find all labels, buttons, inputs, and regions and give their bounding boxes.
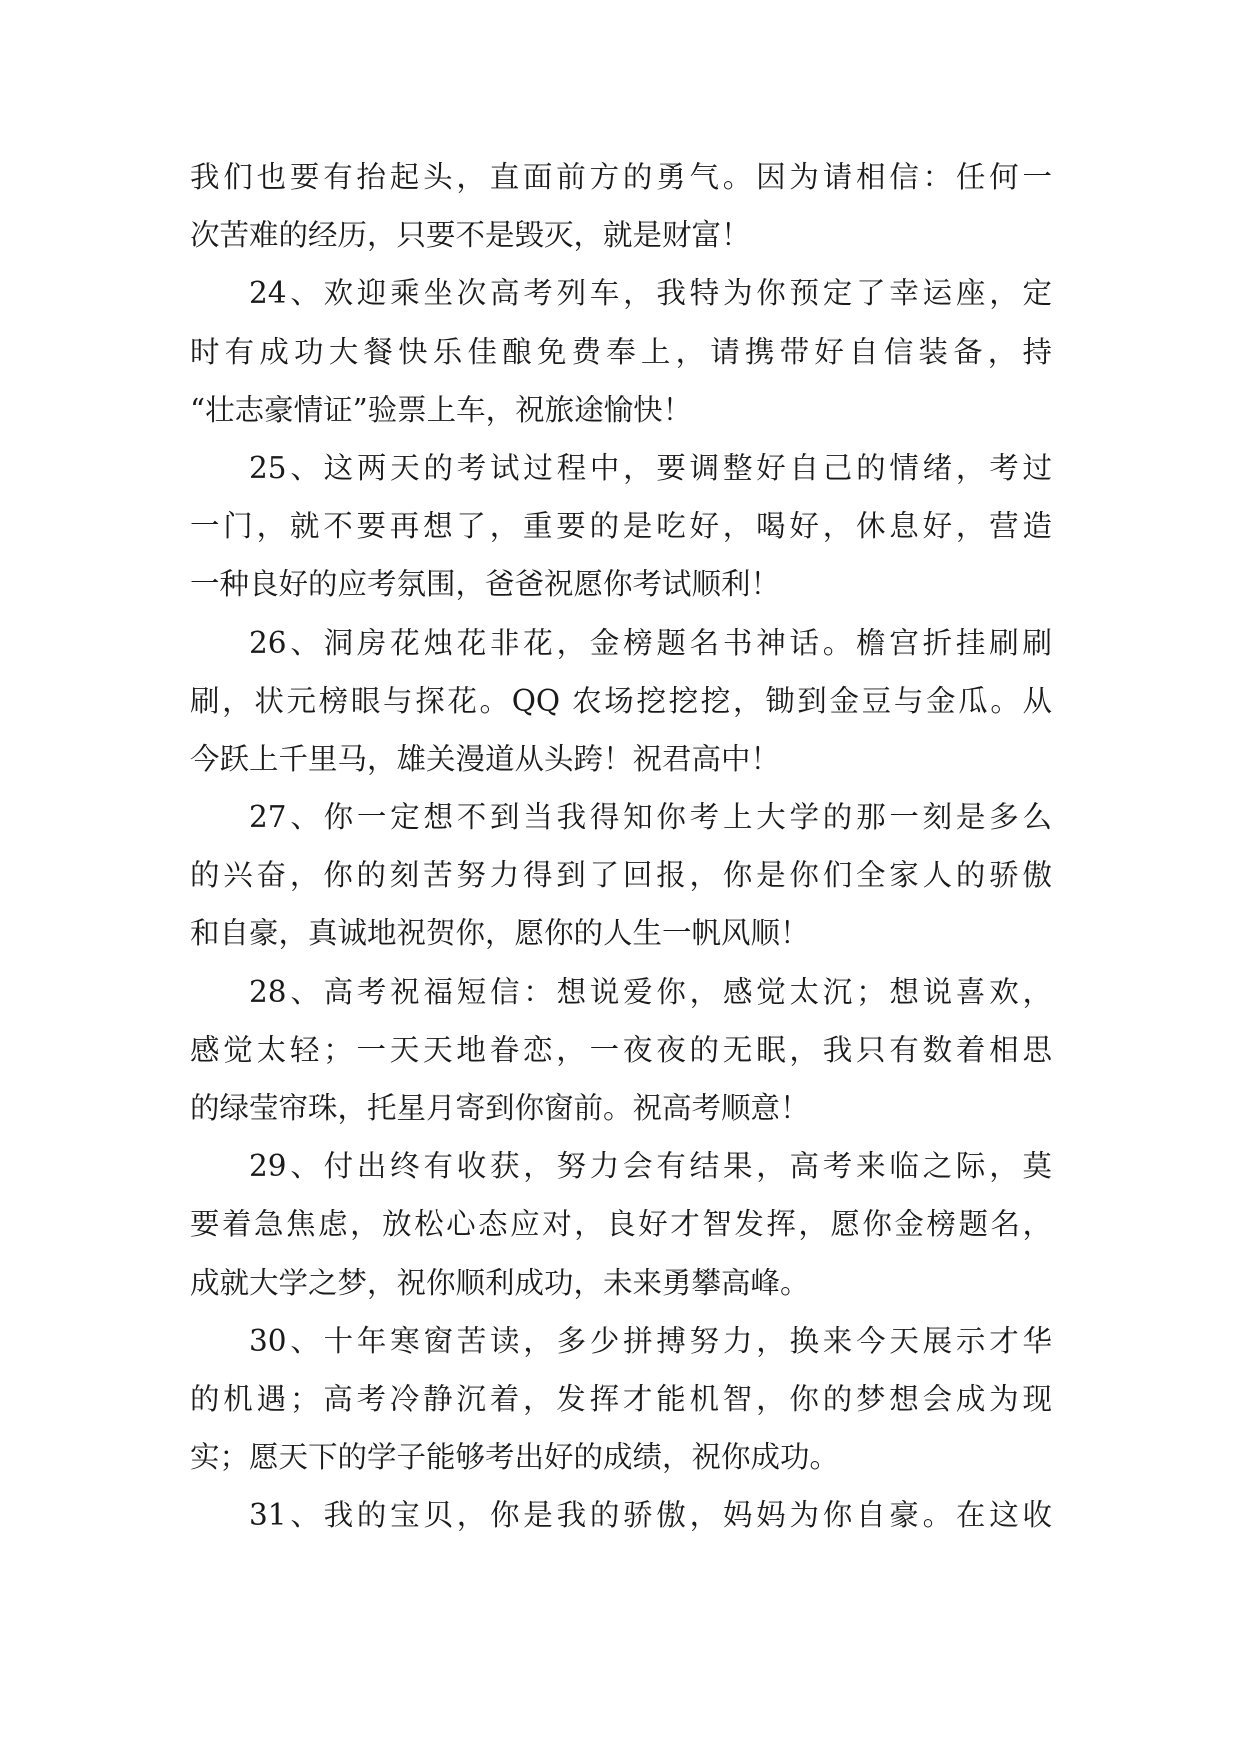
text-line: 和自豪，真诚地祝贺你，愿你的人生一帆风顺！: [190, 916, 810, 951]
text-line: 我们也要有抬起头，直面前方的勇气。因为请相信：任何一: [190, 160, 1052, 194]
text-line: 的绿莹帘珠，托星月寄到你窗前。祝高考顺意！: [190, 1091, 810, 1125]
text-line: 实；愿天下的学子能够考出好的成绩，祝你成功。: [190, 1440, 840, 1475]
text-line: 30、十年寒窗苦读，多少拼搏努力，换来今天展示才华: [249, 1323, 1052, 1358]
text-line: 刷，状元榜眼与探花。QQ 农场挖挖挖，锄到金豆与金瓜。从: [190, 683, 1052, 718]
text-line: 一种良好的应考氛围，爸爸祝愿你考试顺利！: [190, 567, 781, 602]
text-line: 成就大学之梦，祝你顺利成功，未来勇攀高峰。: [190, 1265, 810, 1300]
text-line: 29、付出终有收获，努力会有结果，高考来临之际，莫: [249, 1149, 1052, 1184]
text-line: 27、你一定想不到当我得知你考上大学的那一刻是多么: [249, 800, 1052, 835]
text-line: 25、这两天的考试过程中，要调整好自己的情绪，考过: [249, 450, 1052, 485]
text-line: “壮志豪情证”验票上车，祝旅途愉快！: [190, 392, 693, 427]
text-line: 要着急焦虑，放松心态应对，良好才智发挥，愿你金榜题名，: [190, 1207, 1052, 1242]
text-line: 31、我的宝贝，你是我的骄傲，妈妈为你自豪。在这收: [249, 1498, 1052, 1533]
text-line: 的机遇；高考冷静沉着，发挥才能机智，你的梦想会成为现: [190, 1381, 1052, 1416]
document-page: [190, 148, 1052, 1545]
text-line: 时有成功大餐快乐佳酿免费奉上，请携带好自信装备，持: [190, 334, 1052, 369]
text-line: 26、洞房花烛花非花，金榜题名书神话。檐宫折挂刷刷: [249, 625, 1052, 660]
text-line: 次苦难的经历，只要不是毁灭，就是财富！: [190, 218, 751, 253]
text-line: 今跃上千里马，雄关漫道从头跨！祝君高中！: [190, 741, 781, 776]
text-line: 一门，就不要再想了，重要的是吃好，喝好，休息好，营造: [190, 509, 1052, 544]
text-line: 28、高考祝福短信：想说爱你，感觉太沉；想说喜欢，: [249, 974, 1052, 1009]
text-line: 24、欢迎乘坐次高考列车，我特为你预定了幸运座，定: [249, 276, 1052, 311]
text-line: 感觉太轻；一天天地眷恋，一夜夜的无眠，我只有数着相思: [190, 1032, 1052, 1067]
text-line: 的兴奋，你的刻苦努力得到了回报，你是你们全家人的骄傲: [190, 858, 1052, 893]
